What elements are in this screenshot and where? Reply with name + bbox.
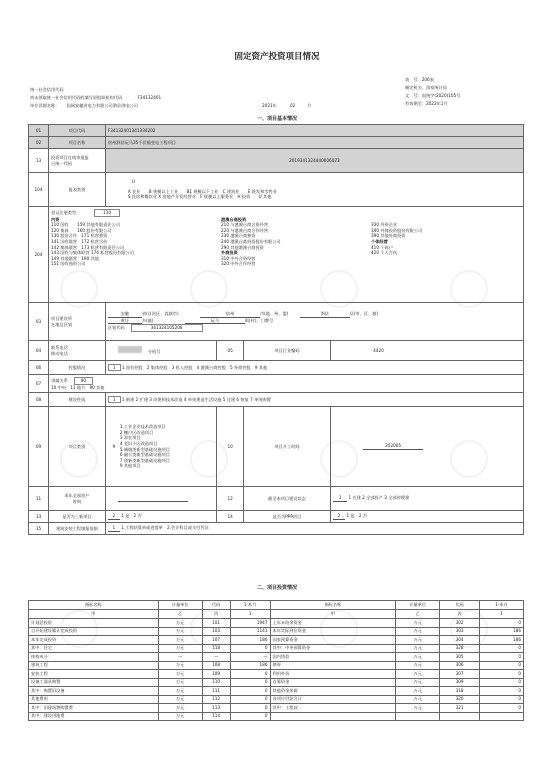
table-cell: 0 (480, 678, 524, 687)
investment-header-row: 指标名称 计量单位 代码 1-本月 指标名称 计量单位 代码 1-本月 (29, 601, 524, 610)
table-cell: 万元 (158, 627, 202, 636)
table-row (29, 644, 524, 653)
row-online-code: 13 投资项目在线审批监 台统一代码 2019341324440006073 (29, 149, 524, 173)
table-cell: 万元 (158, 687, 202, 696)
table-row (29, 627, 524, 636)
table-cell: 万元 (396, 695, 440, 704)
table-cell: 其中：旧建筑物购置费 (29, 704, 159, 713)
table-cell: 建筑工程 (29, 661, 159, 670)
table-cell: 万元 (396, 678, 440, 687)
table-row (29, 670, 524, 679)
table-cell: 103 (202, 627, 230, 636)
table-cell: 108 (202, 661, 230, 670)
table-cell: 0 (230, 687, 270, 696)
phone-cell: 分机号 (105, 341, 217, 361)
table-cell: 321 (440, 704, 480, 713)
table-cell: 0 (480, 704, 524, 713)
investment-subheader-row: 甲 乙 丙 1 甲 乙 丙 1 (29, 610, 524, 619)
registration-type-value: 110 (94, 209, 120, 217)
row-location: 03 项目建设所 在地及区划 安徽 省(自治区、直辖市) 宿州 市(地、州、盟) 泗县 县(市、区、旗) 黄圩 乡(镇) 玩马 街(村)、门牌号 区划代码 341324105208 (29, 303, 524, 341)
table-cell: 自筹资金 (270, 678, 396, 687)
table-cell: 0 (480, 695, 524, 704)
table-cell: 万元 (396, 627, 440, 636)
table-cell: 其他资金来源 (270, 687, 396, 696)
row-affiliation: 07 隶属关系 90 10 中央 11 地方 90 其他 (29, 375, 524, 393)
table-row (29, 678, 524, 687)
table-cell: 0 (230, 678, 270, 687)
table-cell (480, 712, 524, 721)
table-cell: 0 (480, 644, 524, 653)
project-code-value: F34132401341334202 (105, 125, 523, 137)
row-project-code: 01 项目代码 F34132401341334202 (29, 125, 524, 137)
table-cell: 0 (480, 619, 524, 628)
table-cell: 按构成分： (29, 653, 159, 662)
location-label: 项目建设所 在地及区划 (49, 303, 106, 341)
table-cell: 万元 (158, 619, 202, 628)
table-cell: 114 (202, 712, 230, 721)
table-cell: 万元 (158, 695, 202, 704)
table-cell: 186 (230, 661, 270, 670)
report-month: 02 (290, 103, 296, 108)
investment-table (28, 600, 524, 721)
table-cell: 万元 (396, 619, 440, 628)
table-cell: 万元 (158, 644, 202, 653)
table-cell: — (202, 653, 230, 662)
table-cell: 303 (440, 627, 480, 636)
section-investment-title: 二、项目投资情况 (256, 585, 297, 591)
table-cell: 万元 (158, 661, 202, 670)
report-year: 2021年 (262, 103, 277, 108)
table-cell: 其中：住宅 (29, 644, 159, 653)
table-cell: 111 (202, 687, 230, 696)
table-row (29, 704, 524, 713)
table-cell: 318 (440, 687, 480, 696)
table-cell: 万元 (158, 704, 202, 713)
row-project-category: 09 项目类别 9 1 工业企业技术改造项目 2 棚户区改造项目 3 涉农项目 4 老旧小区改造项目 5 城镇类新型基础设施项目 6 融合类新型基础设施项目 7 创新类新型基础设施项目 9 其他项目 10 项目开工时间 202005 (29, 407, 524, 487)
row-report-category: 104 报表类别 U A 农业 B 规模以上工业 B1 规模以下工业 C 建筑业 E 批发和零售业 S 住宿和餐饮业 X 房地产开发经营业 F 规模以上服务业 H 投资 U 其他 (29, 173, 524, 207)
table-cell: 186 (480, 636, 524, 645)
table-row (29, 695, 524, 704)
table-cell: 万元 (158, 670, 202, 679)
table-cell: 0 (230, 695, 270, 704)
table-cell: 计划总投资 (29, 619, 159, 628)
table-cell: 其他费用 (29, 695, 159, 704)
row-holding: 06 控股情况 1 1 国有控股 2 集体控股 3 私人控股 4 港澳台商控股 5 外商控股 9 其他 (29, 361, 524, 375)
project-category-value: 9 (112, 443, 116, 449)
report-month-unit: 月 (307, 103, 312, 108)
table-cell: 0 (480, 653, 524, 662)
table-cell (440, 712, 480, 721)
table-cell: 万元 (396, 687, 440, 696)
table-cell: 0 (230, 712, 270, 721)
table-cell (396, 712, 440, 721)
table-cell: 302 (440, 619, 480, 628)
table-cell: 各项应付款合计 (270, 695, 396, 704)
table-cell: 万元 (396, 653, 440, 662)
three-new-value: 2 (108, 513, 120, 520)
table-row (29, 619, 524, 628)
table-cell: 万元 (396, 636, 440, 645)
table-cell: 107 (202, 636, 230, 645)
table-cell: 304 (440, 636, 480, 645)
table-cell: 0 (230, 704, 270, 713)
parent-code-row: 尚未领取统一社会信用代码的填写原组织机构代码 F34132401 (30, 95, 162, 100)
table-cell: 1947 (230, 619, 270, 628)
table-cell: 设备工器具购置 (29, 678, 159, 687)
table-cell: 万元 (396, 704, 440, 713)
credit-code-label: 统一社会信用代码 (30, 87, 64, 92)
registration-type-cell: 登记注册类型 110 内资 110 国有 159 其他有限责任公司 120 集体 160 股份有限公司 130 股份合作 171 私营独资 141 国有联营 172 私营合伙 142 集体联营 173 私营有限责任公司 143 国有与集体联营 174 私营股份有限公司 149 其他联营 190 其他 151 国有独资公司 港澳台商投资 210 与港澳台商合资经营 220 与港澳台商合作经营 230 港澳台商独资 240 港澳台商投资股份有限公司 290 其他港澳台商投资 外商投资 310 中外合资经营 320 中外合作经营 330 外资企业 340 外商投资股份有限公司 390 其他外商投资 个体经营 410 个体户 420 个人合伙 (49, 207, 524, 303)
project-name-value: 宿州泗县玩马35千伏输变电工程项目 (105, 137, 523, 149)
table-cell: 国家预算资金 (270, 636, 396, 645)
table-cell: 上年末结余资金 (270, 619, 396, 628)
table-row (29, 653, 524, 662)
table-cell: 其中：建设用地费 (29, 712, 159, 721)
table-cell: 自开始建设累计完成投资 (29, 627, 159, 636)
status-value: 1 (333, 495, 347, 502)
table-cell: 305 (440, 653, 480, 662)
table-cell: 万元 (396, 644, 440, 653)
online-code-value: 2019341324440006073 (105, 149, 523, 173)
table-row (29, 636, 524, 645)
row-fill-basis: 15 建筑安装工程填报依据 1 1.工程结算单或进度单 2.会计科目或支付凭证 (29, 523, 524, 535)
table-row (29, 661, 524, 670)
table-cell: 利用外资 (270, 670, 396, 679)
table-cell: 万元 (158, 712, 202, 721)
table-cell: 307 (440, 670, 480, 679)
row-registration-type: 204 登记注册类型 110 内资 110 国有 159 其他有限责任公司 120 集体 160 股份有限公司 130 股份合作 171 私营独资 141 国有联营 172 私营合伙 142 集体联营 173 私营有限责任公司 143 国有与集体联营 174 私营股份有限公司 149 其他联营 190 其他 151 国有独资公司 港澳台商投资 210 与港澳台商合资经营 220 与港澳台商合作经营 230 港澳台商独资 240 港澳台商投资股份有限公司 290 其他港澳台商投资 外商投资 310 中外合资经营 320 中外合作经营 330 外资企业 340 外商投资股份有限公司 390 其他外商投资 个体经营 410 个体户 420 个人合伙 (29, 207, 524, 303)
table-cell: 320 (440, 695, 480, 704)
table-cell: — (230, 653, 270, 662)
meta-doc-number: 文 号：国统字(2020)105号 (405, 93, 461, 98)
table-cell: 本年完成投资 (29, 636, 159, 645)
table-row (29, 687, 524, 696)
holding-value: 1 (108, 364, 121, 372)
row-three-new: 13 是否为三新项目 2 1 是 2 否 14 是否为PPP项目 2 1 是 2 否 (29, 511, 524, 523)
table-cell: 0 (230, 670, 270, 679)
table-cell: 309 (440, 678, 480, 687)
table-row (29, 712, 524, 721)
table-cell: 1141 (230, 627, 270, 636)
industry-code-value: 4420 (331, 341, 524, 361)
table-cell: 0 (480, 687, 524, 696)
unit-name-row: 单位详细名称： 国网安徽省电力有限公司泗县供电公司 (30, 103, 138, 108)
table-cell: 328 (440, 644, 480, 653)
table-cell: 0 (480, 670, 524, 679)
table-cell: 万元 (158, 636, 202, 645)
table-cell: 万元 (396, 661, 440, 670)
table-cell: 万元 (396, 670, 440, 679)
table-cell: 本年实际到位资金 (270, 627, 396, 636)
table-cell: 国内贷款 (270, 653, 396, 662)
meta-authority: 制定机关：国家统计局 (405, 85, 447, 90)
table-cell: 其中：中央预算资金 (270, 644, 396, 653)
row-construction-nature: 08 建设性质 1 1 新建 2 扩建 3 改建和技术改造 4 单纯建造生活设施 5 迁建 6 恢复 7 单纯购置 (29, 393, 524, 407)
report-category-cell: U A 农业 B 规模以上工业 B1 规模以下工业 C 建筑业 E 批发和零售业 S 住宿和餐饮业 X 房地产开发经营业 F 规模以上服务业 H 投资 U 其他 (105, 173, 523, 207)
meta-valid-until: 有效期至：2022年1月 (405, 101, 448, 106)
page-title: 固定资产投资项目情况 (234, 52, 320, 62)
table-cell: 0 (230, 644, 270, 653)
table-cell: 306 (440, 661, 480, 670)
row-contact: 04 联系电话 移动电话 分机号 05 项目行业编码 4420 (29, 341, 524, 361)
table-cell: 债券 (270, 661, 396, 670)
table-cell: 109 (202, 670, 230, 679)
table-cell: — (158, 653, 202, 662)
table-cell: 110 (202, 678, 230, 687)
row-project-name: 02 项目名称 宿州泗县玩马35千伏输变电工程项目 (29, 137, 524, 149)
table-cell: 186 (480, 627, 524, 636)
section-basic-title: 一、项目基本情况 (256, 116, 297, 122)
table-cell: 112 (202, 695, 230, 704)
table-cell: 万元 (158, 678, 202, 687)
contact-label: 联系电话 移动电话 (49, 341, 106, 361)
table-cell (270, 712, 396, 721)
table-cell: 118 (202, 644, 230, 653)
online-code-label: 投资项目在线审批监 台统一代码 (49, 149, 106, 173)
table-cell: 安装工程 (29, 670, 159, 679)
basic-info-table (28, 124, 524, 535)
table-cell: 其中：工程款 (270, 704, 396, 713)
construction-nature-value: 1 (108, 396, 121, 404)
table-cell: 113 (202, 704, 230, 713)
affiliation-value: 90 (74, 377, 93, 385)
fill-basis-value: 1 (108, 525, 120, 532)
start-time-value: 202005 (363, 443, 423, 450)
table-cell: 101 (202, 619, 230, 628)
table-cell: 0 (480, 661, 524, 670)
location-cell: 安徽 省(自治区、直辖市) 宿州 市(地、州、盟) 泗县 县(市、区、旗) 黄圩 乡(镇) 玩马 街(村)、门牌号 区划代码 341324105208 (105, 303, 523, 341)
table-cell: 186 (230, 636, 270, 645)
row-completion: 11 本年全部投产 时间 12 截至本项目建设状态 1 1 在建 2 全部投产 3 全部停缓建 (29, 487, 524, 511)
ppp-value: 2 (333, 513, 345, 520)
table-cell: 其中：购置旧设备 (29, 687, 159, 696)
project-category-cell: 9 1 工业企业技术改造项目 2 棚户区改造项目 3 涉农项目 4 老旧小区改造项目 5 城镇类新型基础设施项目 6 融合类新型基础设施项目 7 创新类新型基础设施项目 9 其他项目 (105, 407, 217, 487)
meta-form-number: 表 号：206表 (405, 77, 434, 82)
